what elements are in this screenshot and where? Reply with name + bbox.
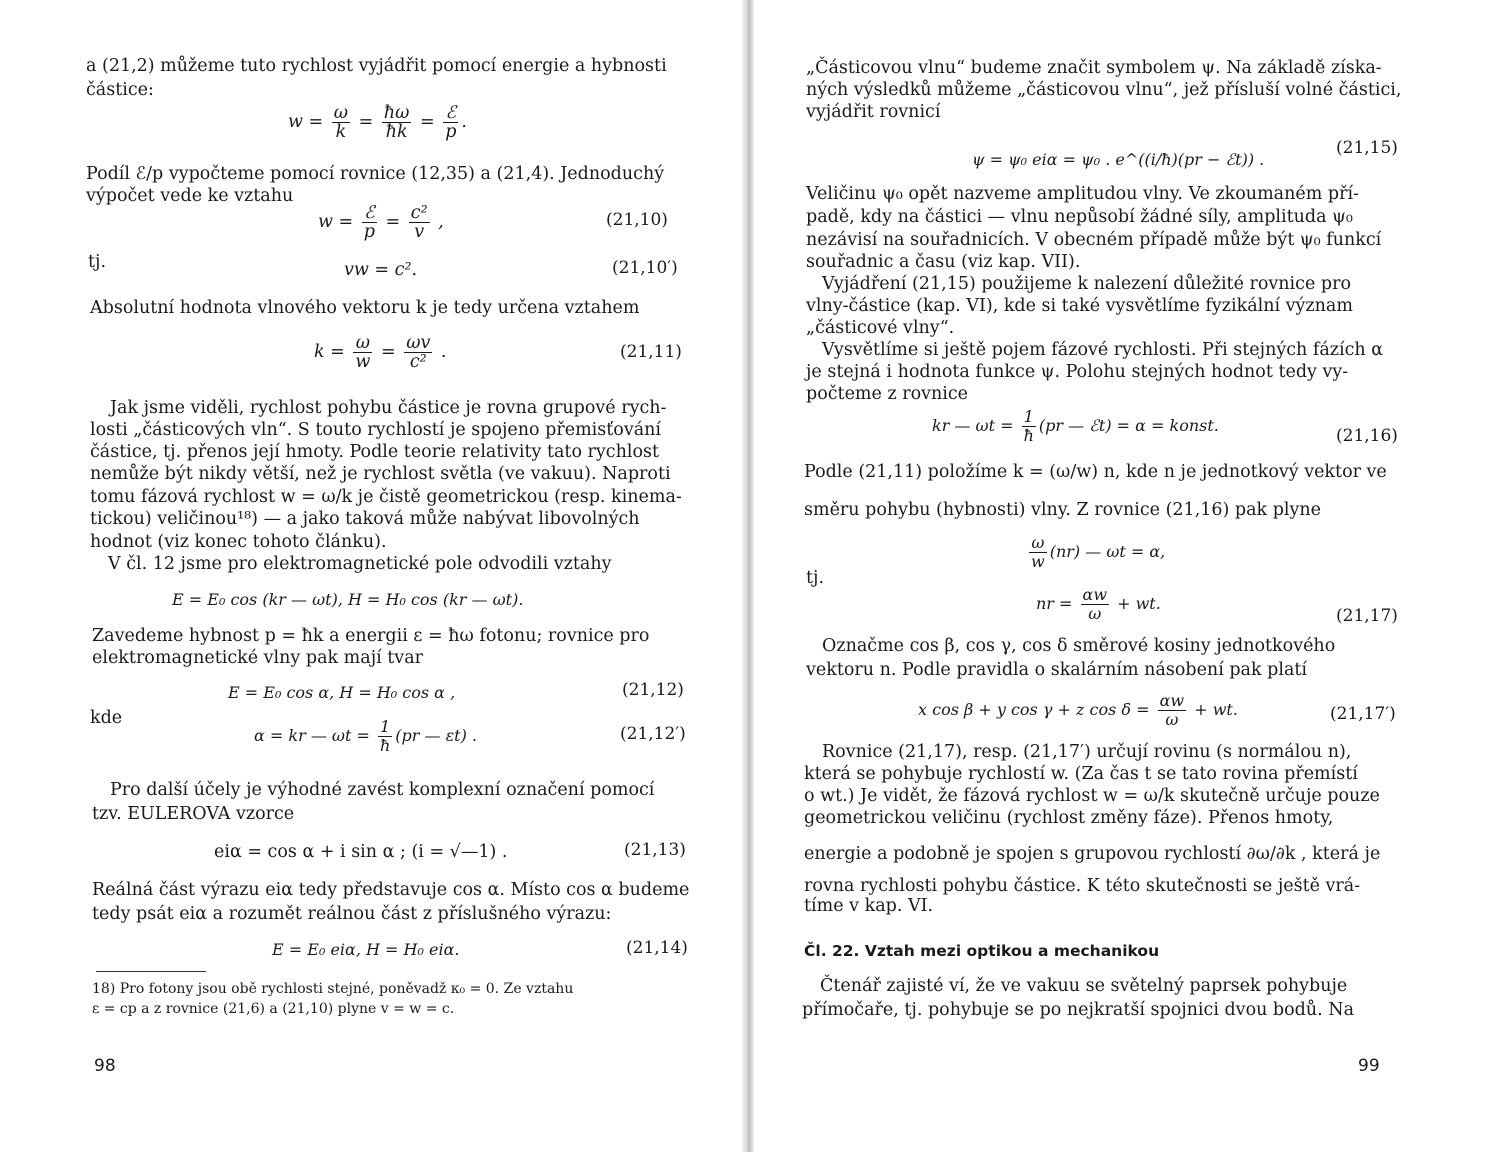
- text-line: Vysvětlíme si ještě pojem fázové rychlosti. Při stejných fázích α: [822, 340, 1384, 360]
- text-line: která se pohybuje rychlostí w. (Za čas t se tato rovina přemístí: [804, 764, 1358, 784]
- text-line: Absolutní hodnota vlnového vektoru k je tedy určena vztahem: [90, 298, 640, 318]
- equation-number: (21,11): [620, 342, 682, 362]
- page-98: [0, 0, 742, 1152]
- text-line: vlny-částice (kap. VI), kde si také vysvětlíme fyzikální význam: [806, 296, 1353, 316]
- text-line: kde: [90, 708, 123, 728]
- text-line: Veličinu ψ₀ opět nazveme amplitudou vlny. Ve zkoumaném pří-: [806, 184, 1359, 204]
- equation-21-15: ψ = ψ₀ eiα = ψ₀ . e^((i/ħ)(pr − ℰt)) .: [972, 150, 1265, 169]
- equation-em-field: E = E₀ cos (kr — ωt), H = H₀ cos (kr — ωt).: [172, 590, 524, 609]
- equation-number: (21,16): [1336, 426, 1398, 446]
- text-line: a (21,2) můžeme tuto rychlost vyjádřit pomocí energie a hybnosti: [86, 56, 667, 76]
- text-line: rovna rychlosti pohybu částice. K této skutečnosti se ještě vrá-: [804, 876, 1361, 896]
- text-line: tzv. EULEROVA vzorce: [92, 804, 295, 824]
- text-line: souřadnic a času (viz kap. VII).: [806, 252, 1081, 272]
- page-number: 99: [1358, 1056, 1380, 1076]
- equation-21-14: E = E₀ eiα, H = H₀ eiα.: [272, 940, 460, 959]
- text-line: částice, tj. přenos její hmoty. Podle teorie relativity tato rychlost: [90, 442, 660, 462]
- footnote-line: ε = cp a z rovnice (21,6) a (21,10) plyne v = w = c.: [92, 1001, 455, 1017]
- equation-21-12-prime: α = kr — ωt = $\frac{1}{ħ}$ (pr — εt) .: [254, 717, 477, 755]
- text-line: Čtenář zajisté ví, že ve vakuu se světelný paprsek pohybuje: [820, 976, 1348, 996]
- equation-number: (21,17): [1336, 606, 1398, 626]
- equation-phase: $\frac{\omega}{w}$ (nr) — ωt = α,: [1031, 533, 1166, 571]
- text-line: nezávisí na souřadnicích. V obecném případě může být ψ₀ funkcí: [806, 230, 1382, 250]
- text-line: V čl. 12 jsme pro elektromagnetické pole odvodili vztahy: [108, 554, 612, 574]
- equation-21-17-prime: x cos β + y cos γ + z cos δ = $\frac{\alpha w}{\omega}$ + wt.: [918, 691, 1238, 729]
- equation-21-17: nr = $\frac{\alpha w}{\omega}$ + wt.: [1036, 585, 1161, 623]
- text-line: Podíl ℰ/p vypočteme pomocí rovnice (12,35) a (21,4). Jednoduchý: [86, 164, 665, 184]
- equation-number: (21,10): [606, 210, 668, 230]
- text-line: Rovnice (21,17), resp. (21,17′) určují rovinu (s normálou n),: [822, 742, 1352, 762]
- equation-w-ratios: w = $\frac{\omega}{k}$ = $\frac{ħ\omega}{ħk}$ = $\frac{\text{ℰ}}{p}$ .: [288, 103, 467, 142]
- equation-number: (21,10′): [612, 258, 678, 278]
- text-line: Podle (21,11) položíme k = (ω/w) n, kde n je jednotkový vektor ve: [804, 462, 1387, 482]
- section-heading: Čl. 22. Vztah mezi optikou a mechanikou: [804, 942, 1160, 960]
- text-line: je stejná i hodnota funkce ψ. Polohu stejných hodnot tedy vy-: [806, 362, 1349, 382]
- text-line: padě, kdy na částici — vlnu nepůsobí žádné síly, amplituda ψ₀: [806, 207, 1353, 227]
- text-line: Vyjádření (21,15) použijeme k nalezení důležité rovnice pro: [822, 274, 1351, 294]
- text-line: tickou) veličinou¹⁸) — a jako taková může nabývat libovolných: [90, 509, 640, 529]
- equation-number: (21,12): [622, 680, 684, 700]
- text-line: tj.: [88, 252, 107, 272]
- text-line: losti „částicových vln“. S touto rychlostí je spojeno přemisťování: [90, 420, 662, 440]
- footnote-line: 18) Pro fotony jsou obě rychlosti stejné, poněvadž κ₀ = 0. Ze vztahu: [92, 981, 574, 997]
- text-line: elektromagnetické vlny pak mají tvar: [92, 648, 423, 668]
- text-line: výpočet vede ke vztahu: [86, 186, 294, 206]
- text-line: nemůže být nikdy větší, než je rychlost světla (ve vakuu). Naproti: [90, 464, 671, 484]
- page-99: [754, 0, 1506, 1152]
- text-line: tomu fázová rychlost w = ω/k je čistě geometrickou (resp. kinema-: [90, 487, 682, 507]
- text-line: směru pohybu (hybnosti) vlny. Z rovnice (21,16) pak plyne: [804, 500, 1322, 520]
- text-line: přímočaře, tj. pohybuje se po nejkratší spojnici dvou bodů. Na: [802, 1000, 1355, 1020]
- equation-21-12: E = E₀ cos α, H = H₀ cos α ,: [228, 683, 456, 702]
- text-line: geometrickou veličinu (rychlost změny fáze). Přenos hmoty,: [804, 808, 1334, 828]
- text-line: energie a podobně je spojen s grupovou rychlostí ∂ω/∂k , která je: [804, 844, 1381, 864]
- book-gutter: [742, 0, 754, 1152]
- equation-number: (21,15): [1336, 138, 1398, 158]
- text-line: Zavedeme hybnost p = ħk a energii ε = ħω fotonu; rovnice pro: [92, 626, 650, 646]
- equation-number: (21,14): [626, 938, 688, 958]
- equation-number: (21,13): [624, 840, 686, 860]
- equation-euler: eiα = cos α + i sin α ; (i = √—1) .: [214, 842, 508, 862]
- text-line: o wt.) Je vidět, že fázová rychlost w = ω/k skutečně určuje pouze: [804, 786, 1380, 806]
- footnote-rule: [96, 971, 206, 972]
- equation-number: (21,12′): [620, 724, 686, 744]
- equation-number: (21,17′): [1330, 704, 1396, 724]
- equation-21-16: kr — ωt = $\frac{1}{ħ}$ (pr — ℰt) = α = konst.: [932, 407, 1219, 445]
- text-line: počteme z rovnice: [806, 384, 969, 404]
- equation-21-10-prime: vw = c².: [344, 260, 418, 280]
- text-line: Pro další účely je výhodné zavést komplexní označení pomocí: [110, 780, 655, 800]
- text-line: ných výsledků můžeme „částicovou vlnu“, jež přísluší volné částici,: [806, 80, 1402, 100]
- text-line: vektoru n. Podle pravidla o skalárním násobení pak platí: [806, 660, 1308, 680]
- text-line: Reálná část výrazu eiα tedy představuje cos α. Místo cos α budeme: [92, 880, 690, 900]
- page-number: 98: [94, 1056, 116, 1076]
- text-line: „částicové vlny“.: [806, 318, 955, 338]
- text-line: částice:: [86, 80, 154, 100]
- text-line: tíme v kap. VI.: [804, 896, 934, 916]
- text-line: tedy psát eiα a rozumět reálnou část z příslušného výrazu:: [92, 904, 612, 924]
- equation-21-10: w = $\frac{\text{ℰ}}{p}$ = $\frac{\text{c²}}{v}$ ,: [318, 203, 444, 242]
- text-line: vyjádřit rovnicí: [806, 102, 941, 122]
- text-line: hodnot (viz konec tohoto článku).: [90, 532, 387, 552]
- text-line: Jak jsme viděli, rychlost pohybu částice je rovna grupové rych-: [110, 398, 667, 418]
- text-line: tj.: [806, 568, 825, 588]
- text-line: „Částicovou vlnu“ budeme značit symbolem ψ. Na základě získa-: [806, 58, 1382, 78]
- equation-21-11: k = $\frac{\omega}{w}$ = $\frac{\omega v}{\text{c²}}$ .: [314, 333, 447, 372]
- text-line: Označme cos β, cos γ, cos δ směrové kosiny jednotkového: [822, 636, 1336, 656]
